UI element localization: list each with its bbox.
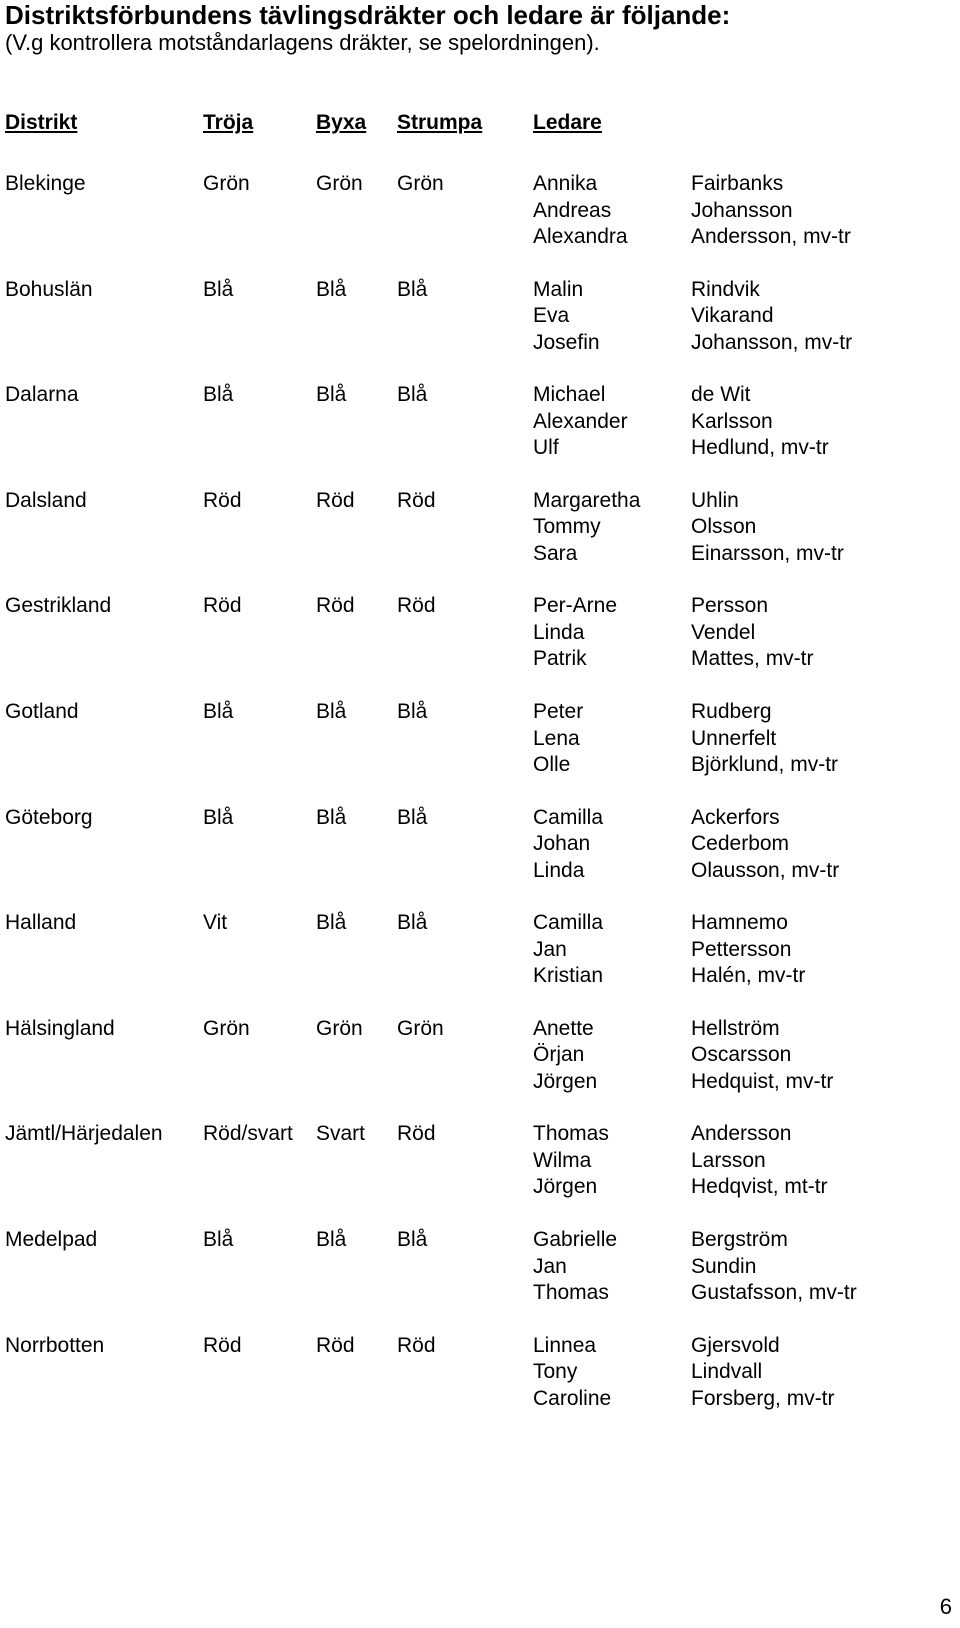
cell-byxa: Grön bbox=[316, 1016, 363, 1040]
cell-troja: Blå bbox=[203, 805, 234, 829]
leader-first-names bbox=[533, 488, 640, 568]
leader-last-name: Einarsson, mv-tr bbox=[691, 541, 844, 565]
table-row bbox=[0, 277, 960, 357]
leader-first-name: Ulf bbox=[533, 436, 559, 460]
table-row bbox=[0, 805, 960, 885]
leader-last-name: Gjersvold bbox=[691, 1333, 780, 1357]
leader-last-name: de Wit bbox=[691, 383, 751, 407]
header-byxa: Byxa bbox=[316, 111, 367, 134]
cell-troja: Blå bbox=[203, 383, 234, 407]
leader-last-name: Hedlund, mv-tr bbox=[691, 436, 829, 460]
leader-first-name: Peter bbox=[533, 700, 584, 723]
cell-byxa: Svart bbox=[316, 1122, 366, 1146]
cell-troja: Grön bbox=[203, 1016, 250, 1040]
cell-distrikt: Hälsingland bbox=[5, 1016, 115, 1040]
leader-last-name: Karlsson bbox=[691, 409, 773, 433]
cell-troja: Röd bbox=[203, 1333, 242, 1357]
leader-last-names bbox=[691, 277, 852, 357]
page-number: 6 bbox=[939, 1594, 952, 1619]
leader-first-name: Wilma bbox=[533, 1148, 592, 1172]
leader-first-name: Jörgen bbox=[533, 1175, 598, 1199]
cell-troja: Blå bbox=[203, 700, 234, 723]
leader-first-names bbox=[533, 171, 628, 251]
leader-last-name: Fairbanks bbox=[691, 172, 784, 195]
leader-last-name: Cederbom bbox=[691, 832, 790, 856]
leader-last-name: Hedqvist, mt-tr bbox=[691, 1175, 828, 1199]
leader-last-name: Bergström bbox=[691, 1228, 788, 1251]
cell-troja: Röd bbox=[203, 488, 242, 512]
cell-strumpa: Blå bbox=[397, 383, 428, 407]
leader-last-name: Larsson bbox=[691, 1148, 766, 1172]
cell-byxa: Grön bbox=[316, 172, 363, 195]
leader-first-name: Camilla bbox=[533, 805, 604, 829]
leader-first-names bbox=[533, 277, 600, 357]
header-strumpa: Strumpa bbox=[397, 111, 483, 134]
leader-first-names bbox=[533, 805, 603, 885]
leader-first-name: Jörgen bbox=[533, 1069, 598, 1093]
leader-first-names bbox=[533, 910, 603, 990]
cell-strumpa: Röd bbox=[397, 1333, 436, 1357]
leader-first-name: Josefin bbox=[533, 330, 600, 354]
table-row bbox=[0, 171, 960, 251]
cell-byxa: Blå bbox=[316, 277, 347, 301]
leader-first-name: Andreas bbox=[533, 198, 612, 222]
page-subtitle: (V.g kontrollera motståndarlagens dräkter, se spelordningen). bbox=[5, 30, 600, 55]
leader-first-name: Michael bbox=[533, 383, 606, 407]
leader-first-name: Alexandra bbox=[533, 225, 628, 248]
leader-last-name: Pettersson bbox=[691, 937, 792, 961]
leader-last-name: Rindvik bbox=[691, 277, 760, 301]
leader-last-name: Olausson, mv-tr bbox=[691, 858, 840, 882]
cell-strumpa: Blå bbox=[397, 277, 428, 301]
table-row bbox=[0, 1016, 960, 1096]
header-troja: Tröja bbox=[203, 111, 254, 134]
table-row bbox=[0, 593, 960, 673]
cell-strumpa: Blå bbox=[397, 700, 428, 723]
table-header bbox=[0, 109, 960, 139]
leader-first-name: Gabrielle bbox=[533, 1228, 618, 1251]
table-row bbox=[0, 1227, 960, 1307]
header-distrikt: Distrikt bbox=[5, 111, 78, 134]
cell-troja: Blå bbox=[203, 277, 234, 301]
leader-last-name: Björklund, mv-tr bbox=[691, 753, 839, 776]
leader-first-name: Eva bbox=[533, 304, 570, 328]
cell-strumpa: Grön bbox=[397, 1016, 444, 1040]
leader-last-name: Ackerfors bbox=[691, 805, 780, 829]
cell-byxa: Röd bbox=[316, 488, 355, 512]
cell-distrikt: Gotland bbox=[5, 700, 79, 723]
leader-first-name: Anette bbox=[533, 1016, 594, 1040]
leader-first-name: Lena bbox=[533, 726, 580, 750]
table-row bbox=[0, 1121, 960, 1201]
leader-last-names bbox=[691, 910, 805, 990]
leader-first-name: Camilla bbox=[533, 911, 604, 935]
table-row bbox=[0, 488, 960, 568]
leader-last-name: Rudberg bbox=[691, 700, 772, 723]
header-ledare: Ledare bbox=[533, 111, 602, 134]
leader-last-name: Uhlin bbox=[691, 488, 739, 512]
table-row bbox=[0, 1333, 960, 1413]
leader-first-name: Linda bbox=[533, 858, 585, 882]
leader-last-name: Andersson, mv-tr bbox=[691, 225, 851, 248]
cell-distrikt: Dalsland bbox=[5, 488, 87, 512]
leader-last-names bbox=[691, 1227, 857, 1307]
leader-first-name: Linnea bbox=[533, 1333, 597, 1357]
leader-first-name: Thomas bbox=[533, 1122, 609, 1146]
leader-first-names bbox=[533, 1333, 611, 1413]
leader-first-name: Örjan bbox=[533, 1043, 585, 1067]
leader-last-name: Gustafsson, mv-tr bbox=[691, 1281, 857, 1304]
leader-first-names bbox=[533, 382, 628, 462]
cell-troja: Blå bbox=[203, 1228, 234, 1251]
leader-first-name: Tony bbox=[533, 1360, 578, 1384]
leader-first-names bbox=[533, 1227, 617, 1307]
cell-distrikt: Halland bbox=[5, 911, 77, 935]
leader-first-name: Kristian bbox=[533, 964, 604, 988]
leader-last-name: Forsberg, mv-tr bbox=[691, 1386, 835, 1410]
cell-byxa: Blå bbox=[316, 383, 347, 407]
leader-last-name: Mattes, mv-tr bbox=[691, 647, 814, 671]
cell-distrikt: Bohuslän bbox=[5, 277, 93, 301]
cell-strumpa: Röd bbox=[397, 594, 436, 618]
leader-last-names bbox=[691, 805, 839, 885]
leader-last-name: Vikarand bbox=[691, 304, 774, 328]
leader-first-name: Jan bbox=[533, 1254, 567, 1278]
cell-strumpa: Blå bbox=[397, 1228, 428, 1251]
leader-last-names bbox=[691, 1016, 833, 1096]
leader-last-name: Andersson bbox=[691, 1122, 792, 1146]
cell-byxa: Blå bbox=[316, 805, 347, 829]
leader-last-names bbox=[691, 1121, 828, 1201]
cell-byxa: Blå bbox=[316, 911, 347, 935]
cell-distrikt: Medelpad bbox=[5, 1228, 98, 1251]
leader-last-name: Unnerfelt bbox=[691, 726, 777, 750]
leader-last-name: Sundin bbox=[691, 1254, 757, 1278]
leader-last-name: Johansson, mv-tr bbox=[691, 330, 853, 354]
leader-first-name: Linda bbox=[533, 620, 585, 644]
leader-last-name: Hellström bbox=[691, 1016, 780, 1040]
leader-last-names bbox=[691, 382, 829, 462]
cell-byxa: Blå bbox=[316, 700, 347, 723]
cell-troja: Vit bbox=[203, 911, 228, 935]
leader-first-name: Annika bbox=[533, 172, 598, 195]
cell-distrikt: Jämtl/Härjedalen bbox=[5, 1122, 163, 1146]
page-title: Distriktsförbundens tävlingsdräkter och ledare är följande: bbox=[5, 0, 731, 30]
leader-last-names bbox=[691, 488, 844, 568]
cell-troja: Grön bbox=[203, 172, 250, 195]
leader-first-names bbox=[533, 1016, 597, 1096]
leader-last-name: Oscarsson bbox=[691, 1043, 792, 1067]
leader-first-name: Margaretha bbox=[533, 488, 641, 512]
cell-distrikt: Dalarna bbox=[5, 383, 79, 407]
cell-strumpa: Röd bbox=[397, 488, 436, 512]
leader-last-name: Hamnemo bbox=[691, 911, 788, 935]
leader-last-name: Persson bbox=[691, 594, 769, 618]
leader-first-name: Thomas bbox=[533, 1281, 609, 1304]
leader-last-name: Johansson bbox=[691, 198, 793, 222]
table-row bbox=[0, 382, 960, 462]
leader-first-names bbox=[533, 699, 583, 779]
leader-first-name: Olle bbox=[533, 753, 571, 776]
leader-last-names bbox=[691, 593, 814, 673]
leader-first-name: Sara bbox=[533, 541, 578, 565]
cell-strumpa: Blå bbox=[397, 805, 428, 829]
leader-last-names bbox=[691, 1333, 835, 1413]
leader-first-name: Alexander bbox=[533, 409, 628, 433]
leader-first-name: Caroline bbox=[533, 1386, 612, 1410]
table-row bbox=[0, 699, 960, 779]
cell-strumpa: Blå bbox=[397, 911, 428, 935]
cell-strumpa: Grön bbox=[397, 172, 444, 195]
leader-first-name: Johan bbox=[533, 832, 591, 856]
leader-first-names bbox=[533, 1121, 609, 1201]
cell-byxa: Röd bbox=[316, 1333, 355, 1357]
cell-troja: Röd/svart bbox=[203, 1122, 293, 1146]
leader-last-name: Lindvall bbox=[691, 1360, 763, 1384]
leader-first-name: Patrik bbox=[533, 647, 587, 671]
leader-last-names bbox=[691, 699, 838, 779]
table-row bbox=[0, 910, 960, 990]
cell-distrikt: Göteborg bbox=[5, 805, 93, 829]
cell-distrikt: Norrbotten bbox=[5, 1333, 105, 1357]
leader-last-name: Vendel bbox=[691, 620, 756, 644]
leader-first-name: Per-Arne bbox=[533, 594, 618, 618]
cell-distrikt: Gestrikland bbox=[5, 594, 112, 618]
leader-last-name: Olsson bbox=[691, 515, 757, 539]
leader-first-names bbox=[533, 593, 617, 673]
leader-last-name: Hedquist, mv-tr bbox=[691, 1069, 834, 1093]
leader-first-name: Malin bbox=[533, 277, 584, 301]
leader-last-name: Halén, mv-tr bbox=[691, 964, 806, 988]
cell-troja: Röd bbox=[203, 594, 242, 618]
leader-first-name: Jan bbox=[533, 937, 567, 961]
leader-first-name: Tommy bbox=[533, 515, 601, 539]
leader-last-names bbox=[691, 171, 851, 251]
cell-strumpa: Röd bbox=[397, 1122, 436, 1146]
cell-byxa: Röd bbox=[316, 594, 355, 618]
cell-byxa: Blå bbox=[316, 1228, 347, 1251]
cell-distrikt: Blekinge bbox=[5, 172, 86, 195]
